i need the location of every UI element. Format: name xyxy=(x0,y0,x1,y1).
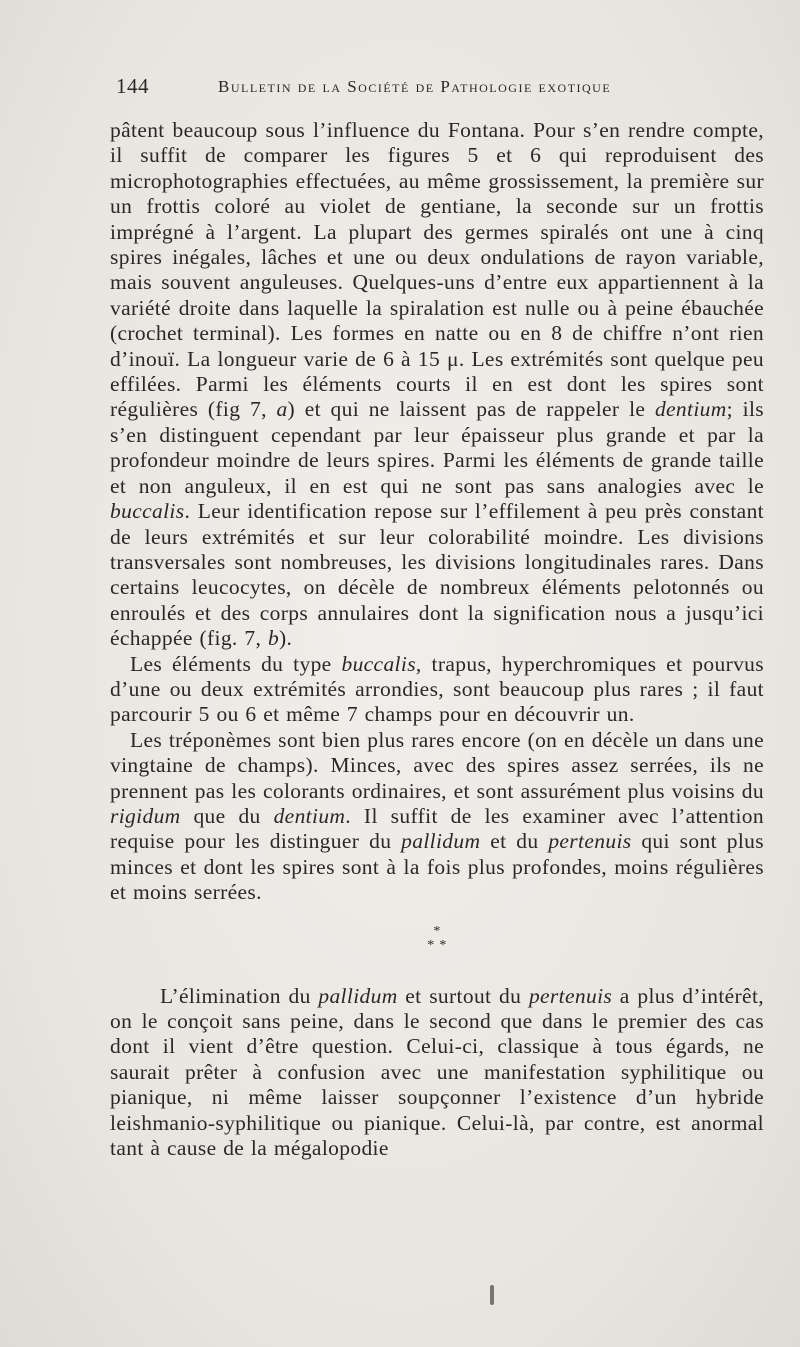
italic-run: dentium xyxy=(273,803,346,828)
text-run: L’élimination du xyxy=(160,983,319,1008)
italic-run: rigidum xyxy=(110,803,181,828)
italic-run: a xyxy=(276,397,288,422)
asterism-top: * xyxy=(433,923,441,939)
paragraph-2 xyxy=(110,652,764,728)
page-header xyxy=(116,74,730,104)
running-title: Bulletin de la Société de Pathologie exotique xyxy=(218,77,612,96)
page-number: 144 xyxy=(116,74,149,98)
text-run: . Leur identification repose sur l’effilement à peu près constant de leurs extrémités et sur leur colorabilité moindre. Les divisions transversales sont nombreuses, les divisions longitudinales rares. Dans certains leucocytes, on décèle de nombreux éléments pelotonnés ou enroulés et des corps annulaires dont la signification nous a jusqu’ici échappée (fig. 7, xyxy=(110,499,764,651)
text-run: que du xyxy=(180,803,274,828)
text-run: et du xyxy=(480,829,549,854)
asterism-divider xyxy=(110,923,764,954)
text-run: ) et qui ne laissent pas de rappeler le xyxy=(287,397,655,422)
paragraph-1 xyxy=(110,118,764,652)
italic-run: pertenuis xyxy=(528,983,613,1008)
text-run: , trapus, hyperchromiques et pourvus d’une ou deux extrémités arrondies, sont beaucoup plus rares ; il faut parcourir 5 ou 6 et même 7 champs pour en découvrir un. xyxy=(110,651,765,727)
body-text xyxy=(110,118,764,1161)
text-run: qui sont plus minces et dont les spires sont à la fois plus profondes, moins régulières et moins serrées. xyxy=(110,829,764,905)
text-run: a plus d’intérêt, on le conçoit sans peine, dans le second que dans le premier des cas dont il vient d’être question. Celui-ci, classique à tous égards, ne saurait prêter à confusion avec une manifestation syphilitique ou pianique, ni même laisser soupçonner l’existence d’un hybride leishmanio-syphilitique ou pianique. Celui-là, par contre, est anormal tant à cause de la mégalopodie xyxy=(110,983,764,1161)
asterism-bottom: * * xyxy=(427,937,447,953)
italic-run: dentium xyxy=(654,397,727,422)
text-run: Les tréponèmes sont bien plus rares encore (on en décèle un dans une vingtaine de champs). Minces, avec des spires assez serrées, ils ne prennent pas les colorants ordinaires, et sont assurément plus voisins du xyxy=(110,727,764,803)
scan-mark xyxy=(490,1285,494,1305)
italic-run: buccalis xyxy=(341,651,416,676)
italic-run: pertenuis xyxy=(548,829,632,854)
italic-run: pallidum xyxy=(318,983,398,1008)
text-run: ; ils s’en distinguent cependant par leur épaisseur plus grande et par la profondeur moindre de leurs spires. Parmi les éléments de grande taille et non anguleux, il en est qui ne sont pas sans analogies avec le xyxy=(110,397,764,498)
italic-run: buccalis xyxy=(110,499,185,524)
italic-run: pallidum xyxy=(401,829,481,854)
text-run: Les éléments du type xyxy=(130,651,342,676)
paragraph-4 xyxy=(110,984,764,1162)
text-run: pâtent beaucoup sous l’influence du Fontana. Pour s’en rendre compte, il suffit de comparer les figures 5 et 6 qui reproduisent des microphotographies effectuées, au même grossissement, la première sur un frottis coloré au violet de gentiane, la seconde sur un frottis imprégné à l’argent. La plupart des germes spiralés ont une à cinq spires inégales, lâches et une ou deux ondulations de rayon variable, mais souvent anguleuses. Quelques-uns d’entre eux appartiennent à la variété droite dans laquelle la spiralation est nulle ou à peine ébauchée (crochet terminal). Les formes en natte ou en 8 de chiffre n’ont rien d’inouï. La longueur varie de 6 à 15 μ. Les extrémités sont quelque peu effilées. Parmi les éléments courts il en est dont les spires sont régulières (fig 7, xyxy=(110,118,764,422)
text-run: . Il suffit de les examiner avec l’attention requise pour les distinguer du xyxy=(110,803,765,854)
italic-run: b xyxy=(267,626,280,651)
paragraph-3 xyxy=(110,728,764,906)
text-run: et surtout du xyxy=(397,983,529,1008)
text-run: ). xyxy=(279,626,293,651)
